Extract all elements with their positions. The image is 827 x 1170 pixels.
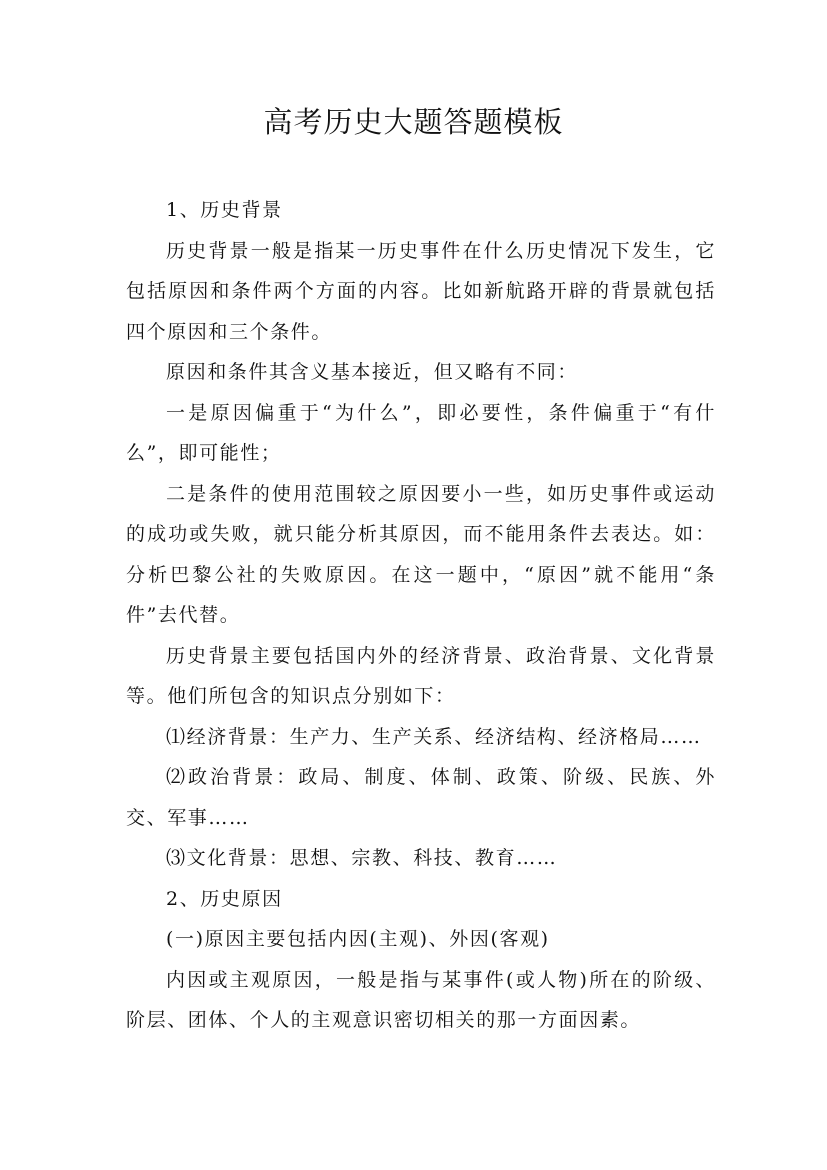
section-heading-background: 1、历史背景 [166, 199, 283, 221]
paragraph: 历史背景主要包括国内外的经济背景、政治背景、文化背景等。他们所包含的知识点分别如下： [126, 644, 716, 707]
paragraph: 内因或主观原因，一般是指与某事件(或人物)所在的阶级、阶层、团体、个人的主观意识密切相关的那一方面因素。 [126, 968, 716, 1031]
paragraph: 历史背景一般是指某一历史事件在什么历史情况下发生，它包括原因和条件两个方面的内容。比如新航路开辟的背景就包括四个原因和三个条件。 [126, 239, 716, 343]
document-body [126, 190, 716, 1041]
list-item-cultural: ⑶文化背景：思想、宗教、科技、教育…… [166, 847, 558, 869]
paragraph: 二是条件的使用范围较之原因要小一些，如历史事件或运动的成功或失败，就只能分析其原因，而不能用条件去表达。如：分析巴黎公社的失败原因。在这一题中，“原因”就不能用“条件”去代替。 [126, 482, 716, 626]
paragraph: 原因和条件其含义基本接近，但又略有不同： [166, 361, 579, 383]
list-item-economic: ⑴经济背景：生产力、生产关系、经济结构、经济格局…… [166, 725, 702, 748]
list-item-political: ⑵政治背景：政局、制度、体制、政策、阶级、民族、外交、军事…… [126, 766, 716, 829]
section-heading-causes: 2、历史原因 [166, 887, 283, 910]
paragraph: (一)原因主要包括内因(主观)、外因(客观) [166, 928, 550, 950]
paragraph: 一是原因偏重于“为什么”，即必要性，条件偏重于“有什么”，即可能性； [126, 401, 716, 464]
document-title: 高考历史大题答题模板 [263, 105, 564, 139]
